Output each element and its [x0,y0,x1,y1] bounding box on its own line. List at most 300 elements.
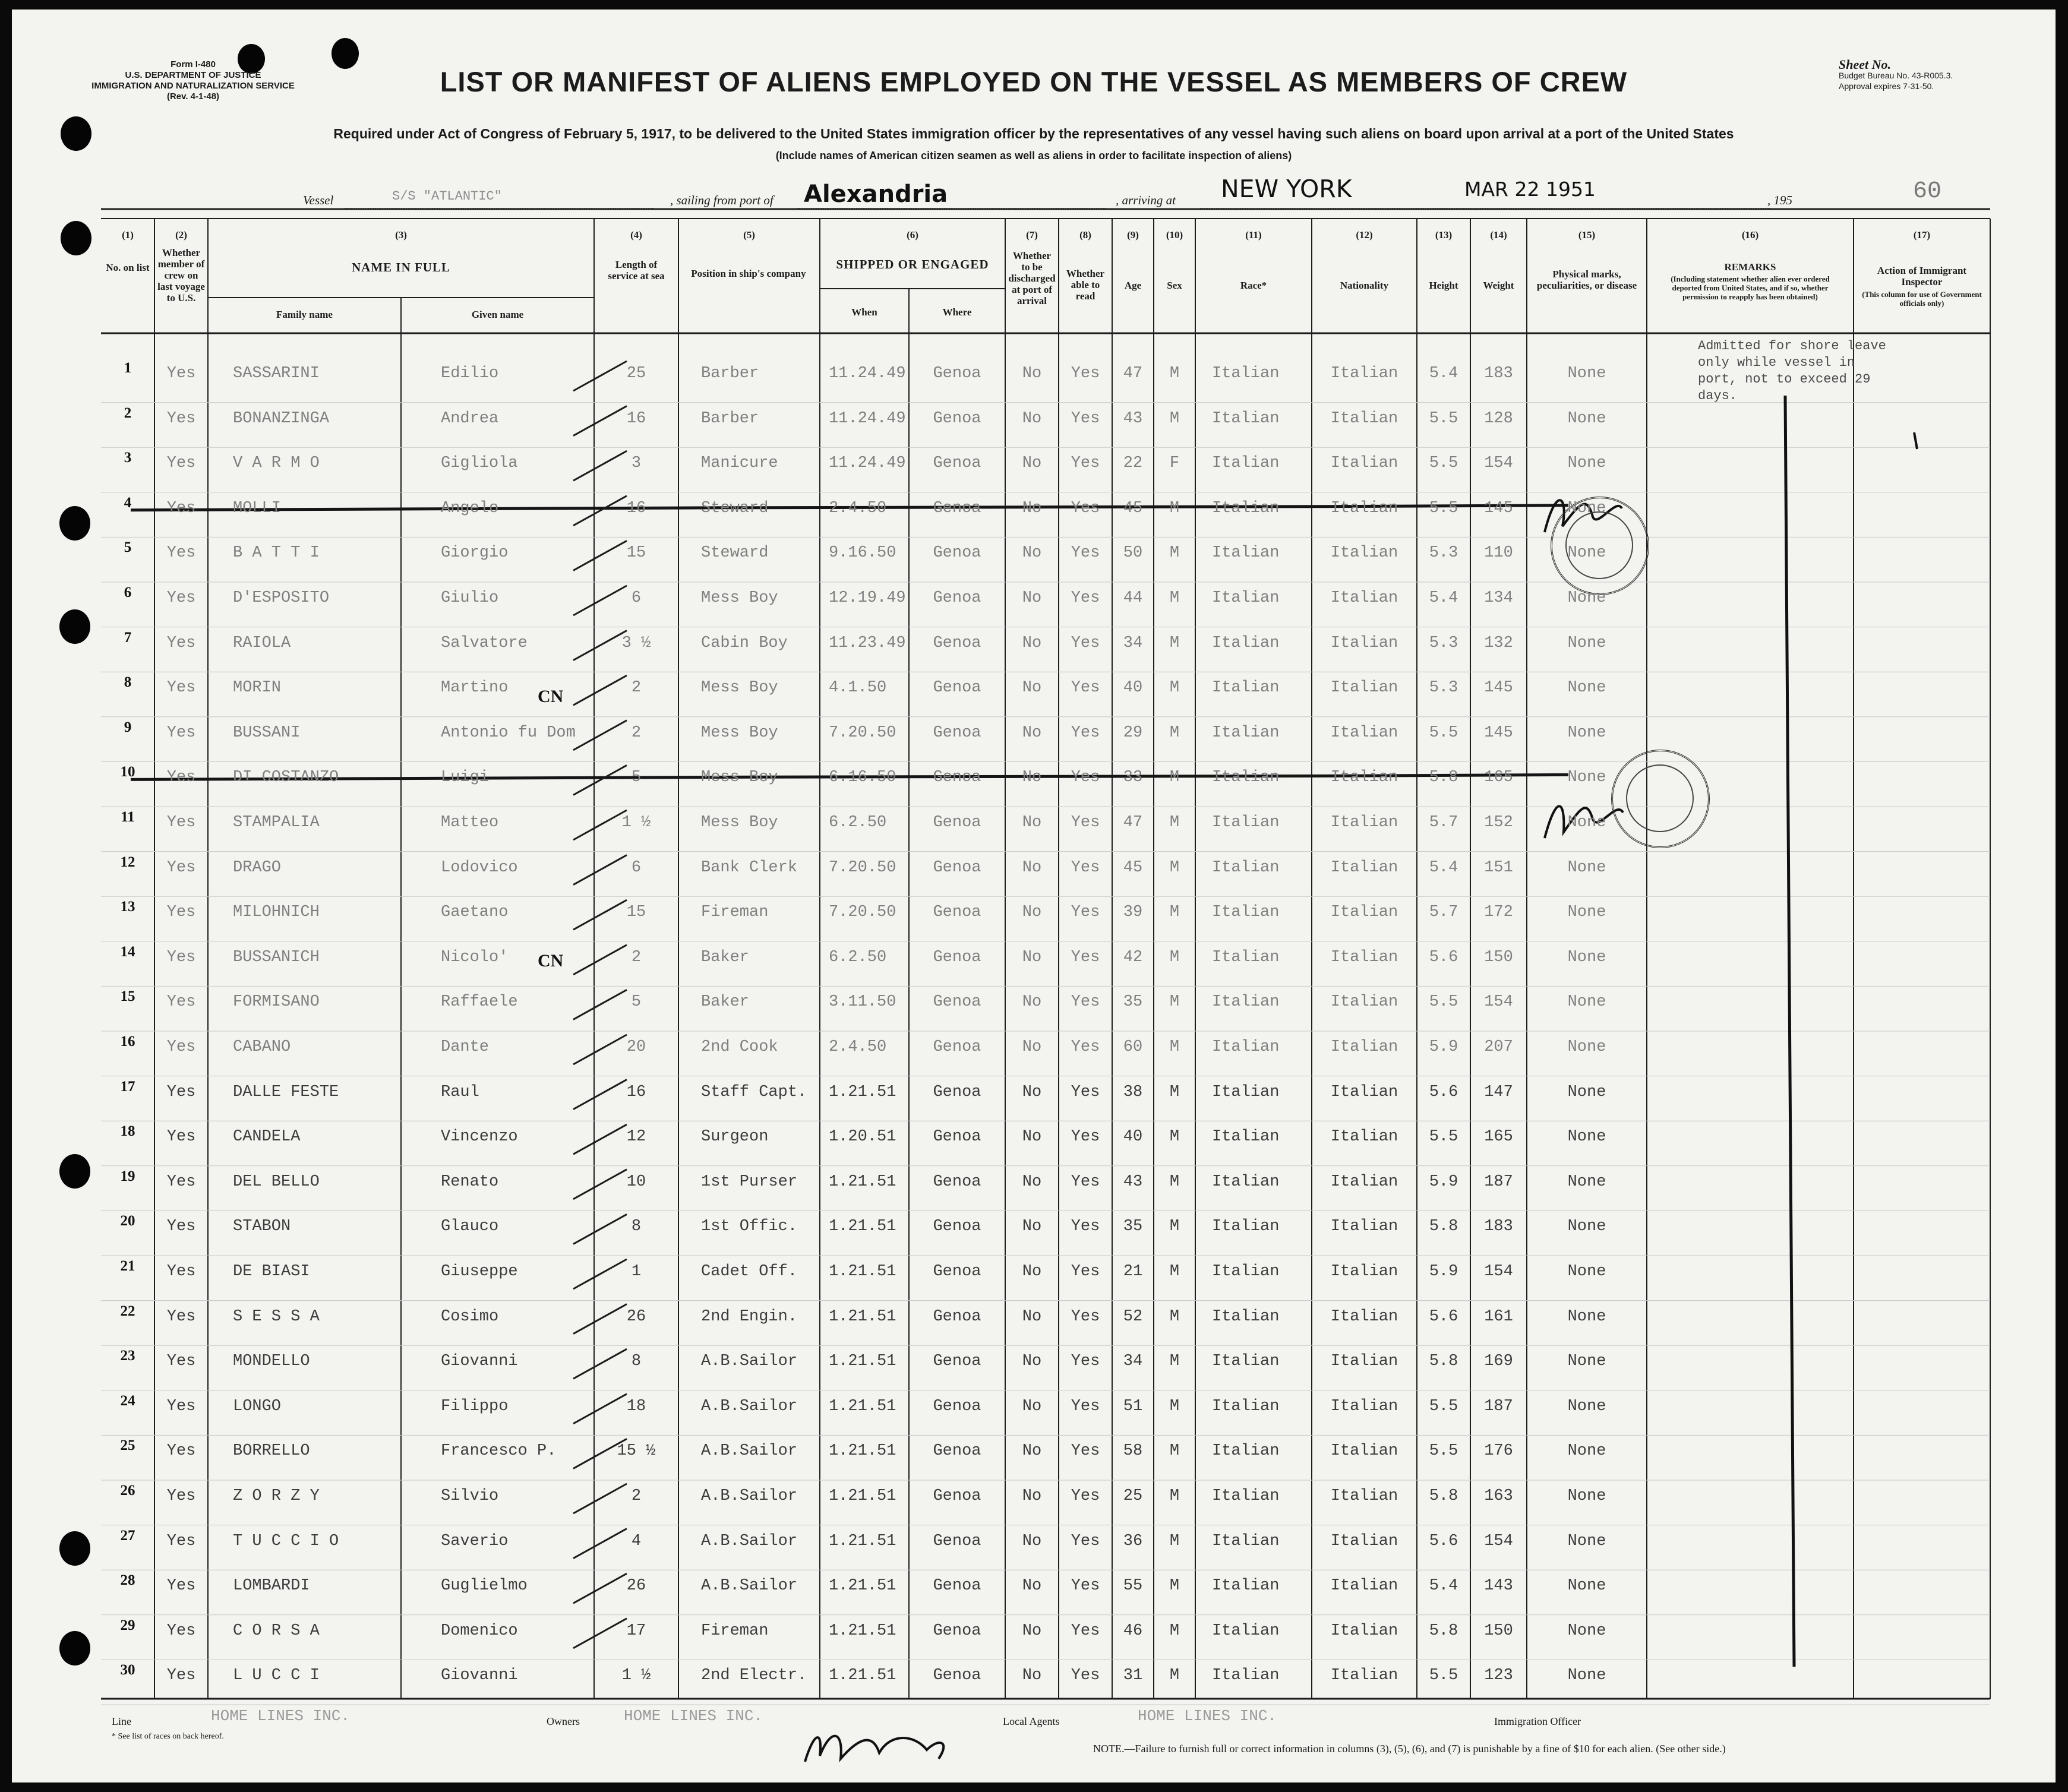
service: IMMIGRATION AND NATURALIZATION SERVICE [91,81,295,91]
cell-age: 34 [1123,634,1143,652]
cell-age: 40 [1123,679,1143,697]
cell-crew: Yes [166,1397,196,1415]
cell-crew: Yes [166,1622,196,1640]
cell-crew: Yes [166,814,196,832]
cell-when: 7.20.50 [829,903,896,922]
cell-service: 2 [631,723,642,742]
cell-age: 31 [1123,1667,1143,1685]
cell-crew: Yes [166,634,196,652]
row-number: 26 [120,1483,135,1499]
cell-age: 36 [1123,1532,1143,1550]
header-discharged: Whether to be discharged at port of arrival [1008,250,1056,306]
cell-weight: 134 [1484,589,1513,607]
cell-family: MORIN [233,679,282,697]
cell-weight: 145 [1484,679,1513,697]
cell-weight: 176 [1484,1442,1513,1461]
row-number: 17 [120,1078,135,1095]
cell-crew: Yes [166,1532,196,1550]
cell-sex: M [1169,1442,1180,1461]
cell-height: 5.5 [1429,723,1458,742]
cell-marks: None [1567,1263,1606,1281]
cell-where: Genoa [933,679,981,697]
cell-when: 1.21.51 [829,1352,896,1371]
cell-position: A.B.Sailor [701,1487,798,1505]
cell-weight: 154 [1484,993,1513,1012]
cell-weight: 143 [1484,1577,1513,1595]
cell-where: Genoa [933,1172,981,1191]
row-number: 14 [120,943,135,960]
cell-weight: 161 [1484,1307,1513,1326]
cell-age: 21 [1123,1263,1143,1281]
cell-discharged: No [1022,1083,1042,1101]
cell-when: 1.20.51 [829,1128,896,1146]
cell-weight: 150 [1484,1622,1513,1640]
cell-when: 1.21.51 [829,1667,896,1685]
cell-when: 1.21.51 [829,1218,896,1236]
cell-sex: M [1169,1487,1180,1505]
cell-discharged: No [1022,993,1042,1012]
cell-height: 5.8 [1429,1218,1458,1236]
cell-read: Yes [1071,1487,1100,1505]
cell-family: BUSSANI [233,723,301,742]
header-inspector-sub: (This column for use of Government officials only) [1862,290,1982,308]
cell-given: Cosimo [441,1307,499,1326]
cell-weight: 128 [1484,409,1513,428]
cell-crew: Yes [166,365,196,383]
cell-discharged: No [1022,1622,1042,1640]
approval-expiry: Approval expires 7-31-50. [1839,81,1934,91]
cell-sex: M [1169,1532,1180,1550]
cell-position: Fireman [701,903,769,922]
cell-height: 5.3 [1429,634,1458,652]
cell-given: Gigliola [441,454,518,473]
cell-sex: M [1169,544,1180,562]
cell-family: DALLE FESTE [233,1083,339,1101]
cell-position: A.B.Sailor [701,1397,798,1415]
cell-nationality: Italian [1330,1487,1398,1505]
cell-nationality: Italian [1330,723,1398,742]
cell-service: 10 [626,1172,646,1191]
cell-age: 22 [1123,454,1143,473]
cell-race: Italian [1212,1667,1280,1685]
cell-discharged: No [1022,723,1042,742]
cell-age: 43 [1123,409,1143,428]
cell-nationality: Italian [1330,454,1398,473]
cell-discharged: No [1022,1667,1042,1685]
cell-discharged: No [1022,1128,1042,1146]
cell-family: FORMISANO [233,993,320,1012]
row-number: 2 [124,404,132,421]
cell-family: MOLLI [233,499,282,517]
cell-position: Surgeon [701,1128,769,1146]
cell-read: Yes [1071,1397,1100,1415]
header-given-name: Given name [471,309,524,320]
cell-when: 11.23.49 [829,634,906,652]
row-number: 21 [120,1258,135,1274]
cell-given: Giovanni [441,1667,518,1685]
cell-where: Genoa [933,1263,981,1281]
cell-age: 47 [1123,365,1143,383]
header-where: Where [942,306,972,318]
cell-family: DE BIASI [233,1263,310,1281]
cell-given: Francesco P. [441,1442,557,1461]
race-footnote: * See list of races on back hereof. [112,1732,224,1741]
cell-sex: M [1169,769,1180,787]
handwritten-cn: CN [538,951,564,971]
cell-family: CABANO [233,1038,291,1056]
cell-marks: None [1567,1218,1606,1236]
header-remarks: REMARKS [1724,261,1776,273]
cell-marks: None [1567,634,1606,652]
cell-nationality: Italian [1330,1667,1398,1685]
colnum-11: (11) [1245,229,1262,241]
cell-given: Raul [441,1083,479,1101]
cell-given: Lodovico [441,858,518,877]
cell-family: RAIOLA [233,634,291,652]
cell-where: Genoa [933,544,981,562]
cell-race: Italian [1212,858,1280,877]
cell-family: B A T T I [233,544,320,562]
cell-age: 35 [1123,993,1143,1012]
cell-position: Cabin Boy [701,634,788,652]
cell-age: 40 [1123,1128,1143,1146]
cell-weight: 151 [1484,858,1513,877]
cell-discharged: No [1022,948,1042,966]
cell-nationality: Italian [1330,1532,1398,1550]
cell-given: Andrea [441,409,499,428]
cell-position: Mess Boy [701,723,778,742]
cell-when: 4.1.50 [829,679,887,697]
cell-marks: None [1567,948,1606,966]
cell-discharged: No [1022,1532,1042,1550]
cell-height: 5.9 [1429,1038,1458,1056]
arriving-underline [1200,208,1770,209]
cell-nationality: Italian [1330,544,1398,562]
cell-weight: 183 [1484,1218,1513,1236]
cell-weight: 165 [1484,1128,1513,1146]
cell-sex: M [1169,1667,1180,1685]
cell-service: 5 [631,993,642,1012]
cell-age: 45 [1123,858,1143,877]
row-number: 29 [120,1617,135,1633]
cell-service: 6 [631,858,642,877]
cell-given: Martino [441,679,509,697]
row-number: 19 [120,1168,135,1184]
cell-marks: None [1567,814,1606,832]
cell-age: 33 [1123,769,1143,787]
cell-read: Yes [1071,1307,1100,1326]
cell-weight: 172 [1484,903,1513,922]
cell-sex: M [1169,1218,1180,1236]
cell-crew: Yes [166,1263,196,1281]
cell-discharged: No [1022,814,1042,832]
cell-crew: Yes [166,589,196,607]
cell-age: 38 [1123,1083,1143,1101]
cell-height: 5.5 [1429,409,1458,428]
cell-race: Italian [1212,1307,1280,1326]
cell-weight: 183 [1484,365,1513,383]
header-when: When [851,306,877,318]
cell-race: Italian [1212,589,1280,607]
cell-marks: None [1567,1532,1606,1550]
cell-service: 16 [626,1083,646,1101]
row-number: 20 [120,1213,135,1230]
cell-height: 5.5 [1429,1128,1458,1146]
colnum-7: (7) [1026,229,1038,241]
cell-service: 5 [631,769,642,787]
cell-position: Baker [701,948,750,966]
row-number: 3 [124,450,132,466]
port-label: , sailing from port of [670,193,773,207]
cell-when: 12.19.49 [829,589,906,607]
cell-nationality: Italian [1330,499,1398,517]
cell-crew: Yes [166,1307,196,1326]
colnum-2: (2) [175,229,187,241]
cell-crew: Yes [166,1128,196,1146]
cell-height: 5.8 [1429,1487,1458,1505]
cell-discharged: No [1022,858,1042,877]
cell-race: Italian [1212,1172,1280,1191]
cell-service: 17 [626,1622,646,1640]
cell-family: S E S S A [233,1307,320,1326]
cell-service: 2 [631,1487,642,1505]
header-height: Height [1429,280,1458,291]
cell-marks: None [1567,679,1606,697]
row-number: 4 [124,494,132,511]
vessel-underline [345,208,653,209]
cell-crew: Yes [166,993,196,1012]
cell-position: Staff Capt. [701,1083,807,1101]
cell-crew: Yes [166,858,196,877]
cell-sex: M [1169,679,1180,697]
cell-height: 5.5 [1429,1442,1458,1461]
cell-sex: M [1169,993,1180,1012]
cell-where: Genoa [933,1218,981,1236]
row-number: 10 [120,764,135,780]
handwritten-cn: CN [538,687,564,706]
cell-age: 58 [1123,1442,1143,1461]
cell-race: Italian [1212,769,1280,787]
cell-marks: None [1567,1352,1606,1371]
cell-nationality: Italian [1330,1307,1398,1326]
cell-nationality: Italian [1330,1442,1398,1461]
cell-discharged: No [1022,365,1042,383]
cell-where: Genoa [933,723,981,742]
cell-height: 5.4 [1429,1577,1458,1595]
cell-nationality: Italian [1330,1352,1398,1371]
header-able-to-read: Whether able to read [1066,268,1105,302]
cell-height: 5.4 [1429,365,1458,383]
cell-when: 6.2.50 [829,948,887,966]
cell-when: 1.21.51 [829,1083,896,1101]
cell-given: Filippo [441,1397,509,1415]
cell-discharged: No [1022,409,1042,428]
cell-age: 60 [1123,1038,1143,1056]
cell-height: 5.6 [1429,948,1458,966]
cell-discharged: No [1022,1487,1042,1505]
cell-height: 5.9 [1429,1263,1458,1281]
header-family-name: Family name [276,309,333,320]
cell-where: Genoa [933,454,981,473]
cell-sex: M [1169,1263,1180,1281]
header-nationality: Nationality [1340,280,1389,291]
cell-race: Italian [1212,814,1280,832]
colnum-6: (6) [907,229,918,241]
owners-label: Owners [547,1715,580,1727]
cell-read: Yes [1071,499,1100,517]
cell-race: Italian [1212,409,1280,428]
cell-position: Bank Clerk [701,858,798,877]
cell-position: Steward [701,499,769,517]
cell-when: 1.21.51 [829,1263,896,1281]
cell-discharged: No [1022,1218,1042,1236]
cell-weight: 207 [1484,1038,1513,1056]
cell-crew: Yes [166,769,196,787]
form-number: Form I-480 [171,59,216,69]
cell-when: 11.24.49 [829,409,906,428]
manifest-page [12,10,2056,1782]
row-number: 15 [120,988,135,1005]
cell-marks: None [1567,544,1606,562]
cell-nationality: Italian [1330,1263,1398,1281]
cell-sex: M [1169,1307,1180,1326]
cell-race: Italian [1212,1083,1280,1101]
header-inspector-action: Action of Immigrant Inspector [1877,265,1967,287]
cell-sex: M [1169,589,1180,607]
department: U.S. DEPARTMENT OF JUSTICE [125,70,261,80]
cell-read: Yes [1071,544,1100,562]
cell-weight: 145 [1484,499,1513,517]
arriving-value: NEW YORK [1221,175,1352,203]
cell-when: 1.21.51 [829,1307,896,1326]
cell-age: 44 [1123,589,1143,607]
row-number: 22 [120,1303,135,1319]
cell-height: 5.5 [1429,454,1458,473]
punch-hole [59,1154,90,1189]
cell-when: 11.24.49 [829,454,906,473]
cell-weight: 123 [1484,1667,1513,1685]
row-number: 23 [120,1348,135,1364]
cell-age: 51 [1123,1397,1143,1415]
cell-when: 2.4.50 [829,499,887,517]
cell-race: Italian [1212,679,1280,697]
cell-discharged: No [1022,679,1042,697]
row-number: 27 [120,1527,135,1544]
cell-crew: Yes [166,1352,196,1371]
cell-marks: None [1567,1487,1606,1505]
cell-discharged: No [1022,1263,1042,1281]
header-remarks-sub: (Including statement whether alien ever ordered deported from United States, and if so, whether permission to reapply has been obtained) [1671,274,1830,301]
cell-sex: M [1169,948,1180,966]
sheet-number: 60 [1913,178,1942,205]
cell-sex: M [1169,1172,1180,1191]
budget-bureau: Budget Bureau No. 43-R005.3. [1839,71,1953,80]
cell-read: Yes [1071,1083,1100,1101]
cell-nationality: Italian [1330,814,1398,832]
cell-family: BUSSANICH [233,948,320,966]
cell-crew: Yes [166,1667,196,1685]
cell-read: Yes [1071,1263,1100,1281]
cell-crew: Yes [166,1083,196,1101]
cell-race: Italian [1212,1128,1280,1146]
row-number: 8 [124,674,132,691]
cell-where: Genoa [933,814,981,832]
cell-read: Yes [1071,634,1100,652]
vessel-value: S/S "ATLANTIC" [392,189,502,204]
cell-weight: 150 [1484,948,1513,966]
cell-race: Italian [1212,544,1280,562]
cell-race: Italian [1212,1442,1280,1461]
remarks-note: Admitted for shore leave only while vessel in port, not to exceed 29 days. [1698,339,1886,403]
cell-weight: 187 [1484,1397,1513,1415]
cell-where: Genoa [933,1397,981,1415]
cell-marks: None [1567,454,1606,473]
punch-hole [59,1531,90,1566]
cell-given: Giovanni [441,1352,518,1371]
cell-crew: Yes [166,1172,196,1191]
cell-read: Yes [1071,723,1100,742]
cell-crew: Yes [166,1442,196,1461]
cell-service: 16 [626,499,646,517]
cell-nationality: Italian [1330,589,1398,607]
cell-given: Raffaele [441,993,518,1012]
cell-race: Italian [1212,1263,1280,1281]
cell-sex: M [1169,903,1180,922]
cell-family: MONDELLO [233,1352,310,1371]
cell-nationality: Italian [1330,1218,1398,1236]
cell-nationality: Italian [1330,993,1398,1012]
cell-sex: M [1169,723,1180,742]
row-number: 5 [124,539,132,556]
immigration-officer-label: Immigration Officer [1494,1715,1581,1727]
vessel-label: Vessel [303,193,334,207]
cell-race: Italian [1212,1622,1280,1640]
cell-crew: Yes [166,1218,196,1236]
cell-sex: M [1169,634,1180,652]
cell-crew: Yes [166,1038,196,1056]
cell-read: Yes [1071,1038,1100,1056]
port-underline [797,208,1106,209]
page-subtitle: Required under Act of Congress of February 5, 1917, to be delivered to the United States immigration officer by the representatives of any vessel having such aliens on board upon arrival at a port of the United States [333,126,1734,141]
cell-given: Renato [441,1172,499,1191]
header-weight: Weight [1483,280,1514,291]
cell-height: 5.6 [1429,1307,1458,1326]
colnum-4: (4) [630,229,642,241]
cell-discharged: No [1022,1397,1042,1415]
cell-position: Mess Boy [701,589,778,607]
cell-crew: Yes [166,499,196,517]
row-number: 24 [120,1392,135,1409]
cell-weight: 132 [1484,634,1513,652]
cell-family: Z O R Z Y [233,1487,320,1505]
cell-given: Silvio [441,1487,499,1505]
remarks-bracket-tick [1914,432,1917,449]
cell-position: A.B.Sailor [701,1442,798,1461]
cell-nationality: Italian [1330,1622,1398,1640]
cell-height: 5.6 [1429,1532,1458,1550]
cell-sex: M [1169,1622,1180,1640]
cell-read: Yes [1071,1442,1100,1461]
cell-marks: None [1567,1128,1606,1146]
cell-service: 2 [631,948,642,966]
cell-height: 5.8 [1429,1352,1458,1371]
colnum-15: (15) [1578,229,1596,241]
arriving-label: , arriving at [1116,193,1176,207]
cell-position: 2nd Engin. [701,1307,798,1326]
cell-where: Genoa [933,1038,981,1056]
cell-family: C O R S A [233,1622,320,1640]
cell-where: Genoa [933,1487,981,1505]
